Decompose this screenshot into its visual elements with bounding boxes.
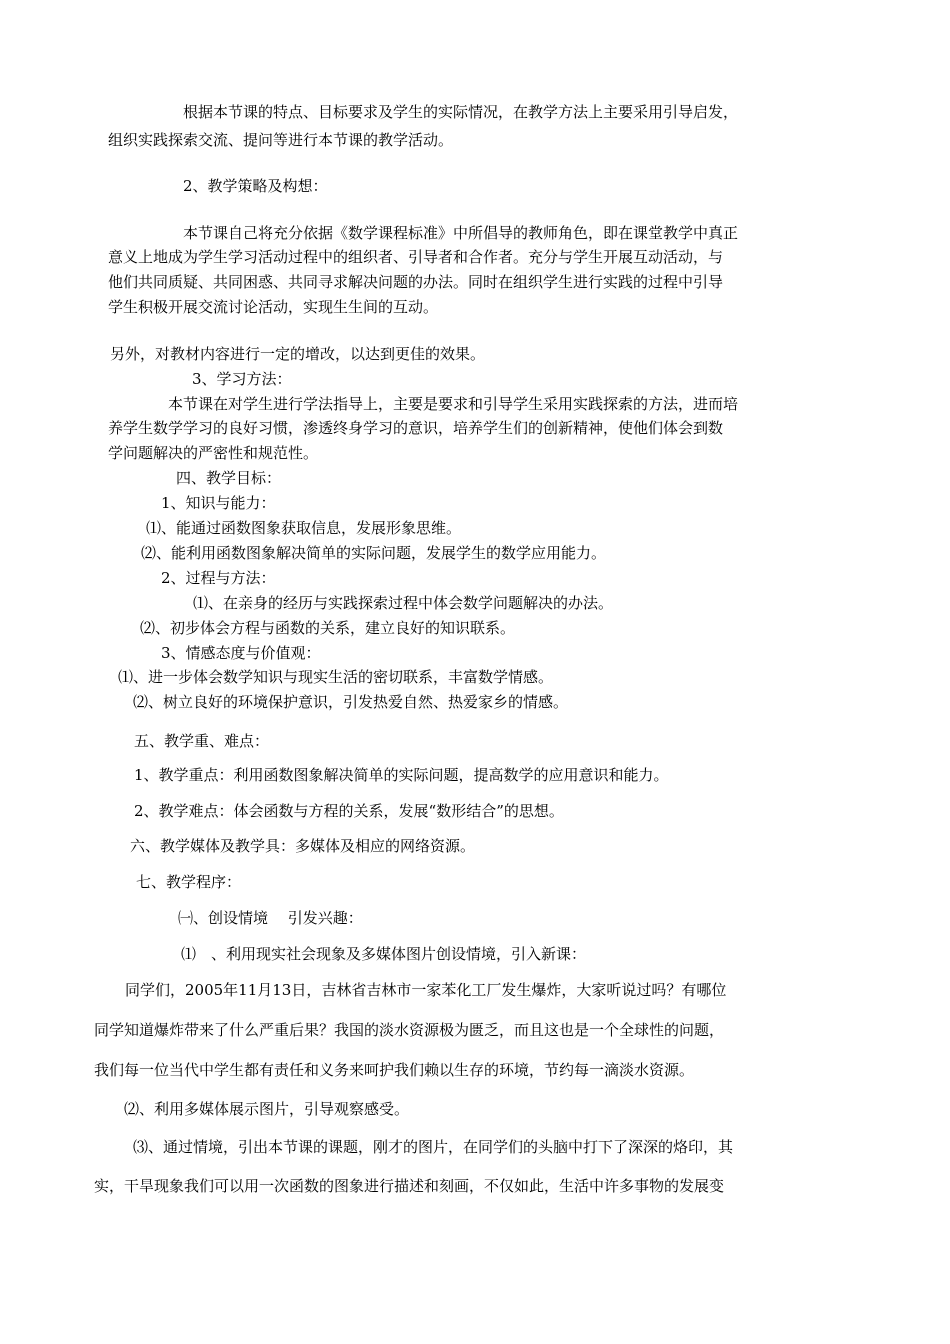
list-item: ⑴ 、利用现实社会现象及多媒体图片创设情境，引入新课： <box>181 945 587 963</box>
section-heading: 五、教学重、难点： <box>134 732 270 750</box>
list-item: ⑵、能利用函数图象解决简单的实际问题，发展学生的数学应用能力。 <box>141 544 607 562</box>
subheading: 1、知识与能力： <box>161 494 276 512</box>
paragraph-line: 根据本节课的特点、目标要求及学生的实际情况，在教学方法上主要采用引导启发， <box>183 103 739 121</box>
paragraph-line: 本节课自己将充分依据《数学课程标准》中所倡导的教师角色，即在课堂教学中真正 <box>183 224 739 242</box>
section-heading: 2、教学策略及构想： <box>183 177 328 195</box>
list-item: ⑴、进一步体会数学知识与现实生活的密切联系，丰富数学情感。 <box>118 668 554 686</box>
paragraph-line: 实，干旱现象我们可以用一次函数的图象进行描述和刻画，不仅如此，生活中许多事物的发展变 <box>94 1177 725 1195</box>
subheading: ㈠、创设情境 引发兴趣： <box>178 909 363 927</box>
paragraph-line: 本节课在对学生进行学法指导上，主要是要求和引导学生采用实践探索的方法，进而培 <box>168 395 739 413</box>
section-heading: 七、教学程序： <box>136 873 242 891</box>
subheading: 2、过程与方法： <box>161 569 276 587</box>
paragraph-line: 学生积极开展交流讨论活动，实现生生间的互动。 <box>108 298 439 316</box>
paragraph-line: 另外，对教材内容进行一定的增改，以达到更佳的效果。 <box>110 345 486 363</box>
paragraph-line: 1、教学重点：利用函数图象解决简单的实际问题，提高数学的应用意识和能力。 <box>134 766 669 784</box>
paragraph-line: 养学生数学学习的良好习惯，渗透终身学习的意识，培养学生们的创新精神，使他们体会到数 <box>108 419 724 437</box>
paragraph-line: 组织实践探索交流、提问等进行本节课的教学活动。 <box>108 131 454 149</box>
list-item: ⑴、在亲身的经历与实践探索过程中体会数学问题解决的办法。 <box>193 594 614 612</box>
list-item: ⑵、初步体会方程与函数的关系，建立良好的知识联系。 <box>140 619 516 637</box>
paragraph-line: 意义上地成为学生学习活动过程中的组织者、引导者和合作者。充分与学生开展互动活动，与 <box>108 248 724 266</box>
paragraph-line: 同学知道爆炸带来了什么严重后果？我国的淡水资源极为匮乏，而且这也是一个全球性的问题， <box>94 1021 725 1039</box>
paragraph-line: ⑶、通过情境，引出本节课的课题，刚才的图片，在同学们的头脑中打下了深深的烙印，其 <box>133 1138 734 1156</box>
paragraph-line: 2、教学难点：体会函数与方程的关系，发展“数形结合”的思想。 <box>134 802 564 820</box>
list-item: ⑴、能通过函数图象获取信息，发展形象思维。 <box>146 519 462 537</box>
paragraph-line: 我们每一位当代中学生都有责任和义务来呵护我们赖以生存的环境，节约每一滴淡水资源。 <box>94 1061 695 1079</box>
section-heading: 六、教学媒体及教学具：多媒体及相应的网络资源。 <box>130 837 476 855</box>
subheading: 3、情感态度与价值观： <box>161 644 321 662</box>
list-item: ⑵、利用多媒体展示图片，引导观察感受。 <box>124 1100 410 1118</box>
paragraph-line: 同学们，2005年11月13日，吉林省吉林市一家苯化工厂发生爆炸，大家听说过吗？有哪位 <box>125 981 727 999</box>
paragraph-line: 学问题解决的严密性和规范性。 <box>108 444 319 462</box>
list-item: ⑵、树立良好的环境保护意识，引发热爱自然、热爱家乡的情感。 <box>133 693 569 711</box>
section-heading: 四、教学目标： <box>176 469 282 487</box>
paragraph-line: 他们共同质疑、共同困惑、共同寻求解决问题的办法。同时在组织学生进行实践的过程中引导 <box>108 273 724 291</box>
section-heading: 3、学习方法： <box>192 370 292 388</box>
